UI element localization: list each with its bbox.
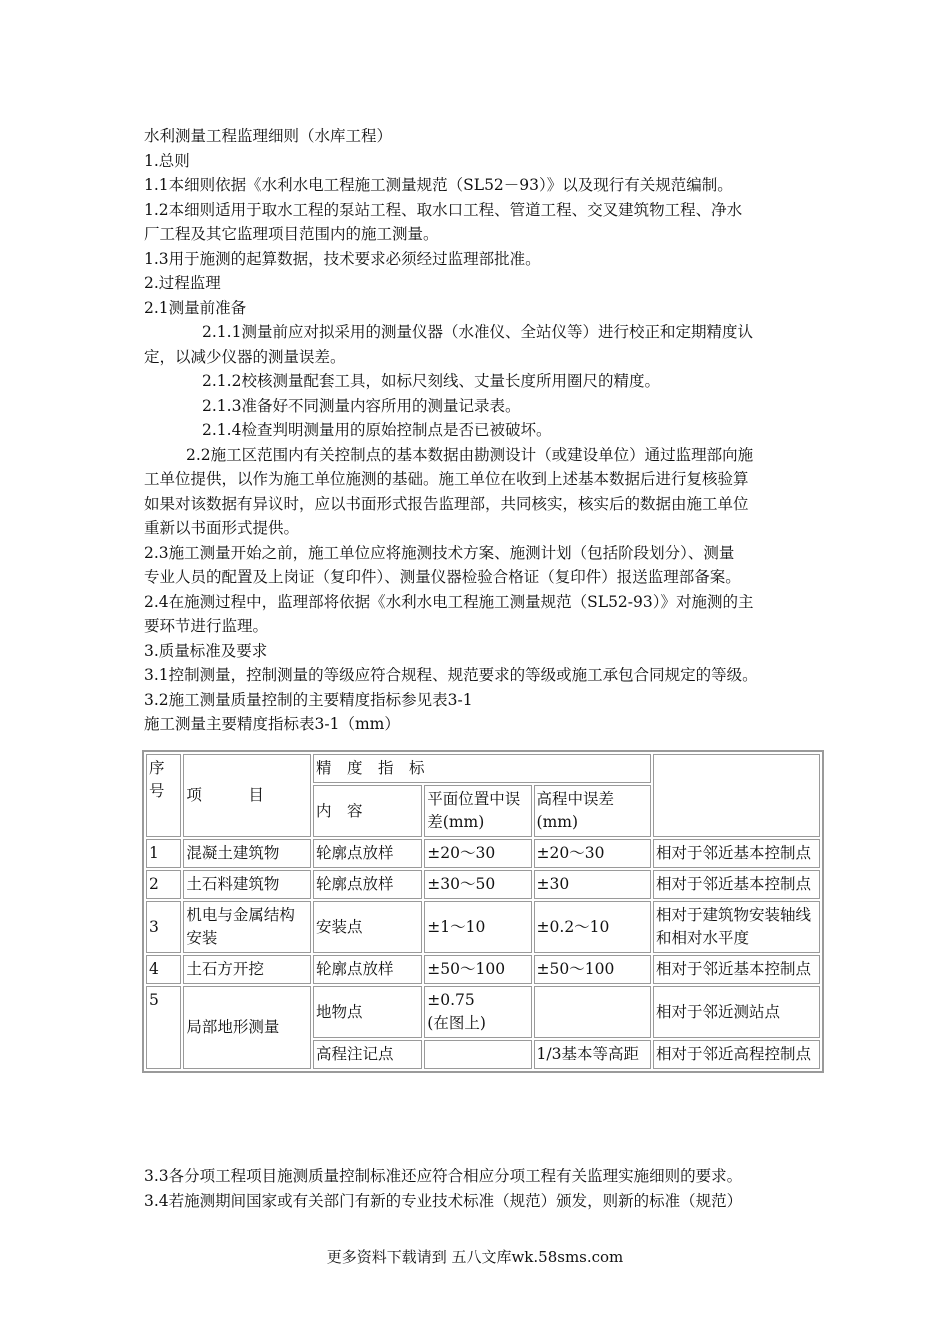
cell-no: 4 <box>146 955 181 984</box>
header-item: 项 目 <box>183 754 311 837</box>
para-2-1: 2.1测量前准备 <box>144 298 247 317</box>
para-1-2a: 1.2本细则适用于取水工程的泵站工程、取水口工程、管道工程、交叉建筑物工程、净水 <box>144 200 743 219</box>
header-precision: 精 度 指 标 <box>313 754 651 783</box>
cell-no: 3 <box>146 901 181 953</box>
para-3-3: 3.3各分项工程项目施测质量控制标准还应符合相应分项工程有关监理实施细则的要求。 <box>144 1167 743 1185</box>
para-2-3a: 2.3施工测量开始之前，施工单位应将施测技术方案、施测计划（包括阶段划分）、测量 <box>144 543 735 562</box>
para-1-2b: 厂工程及其它监理项目范围内的施工测量。 <box>144 225 439 243</box>
cell-note: 相对于邻近基本控制点 <box>653 839 820 868</box>
para-2-2a: 2.2施工区范围内有关控制点的基本数据由勘测设计（或建设单位）通过监理部向施 <box>186 445 754 464</box>
document-body-after-table <box>144 1164 824 1213</box>
para-3-4: 3.4若施测期间国家或有关部门有新的专业技术标准（规范）颁发，则新的标准（规范） <box>144 1191 743 1210</box>
cell-plane-note: (在图上) <box>427 1014 486 1032</box>
cell-note: 相对于邻近基本控制点 <box>653 870 820 899</box>
cell-elev: ±20～30 <box>534 839 651 868</box>
cell-plane: ±1～10 <box>424 901 531 953</box>
cell-plane-value: ±0.75 <box>427 991 475 1009</box>
cell-elev: 1/3基本等高距 <box>534 1040 651 1069</box>
header-seq: 序号 <box>146 754 181 837</box>
cell-note: 相对于邻近测站点 <box>653 986 820 1038</box>
para-2-1-1b: 定，以减少仪器的测量误差。 <box>144 347 346 366</box>
table-caption: 施工测量主要精度指标表3-1（mm） <box>144 715 400 733</box>
cell-plane <box>424 1040 531 1069</box>
para-3-2: 3.2施工测量质量控制的主要精度指标参见表3-1 <box>144 690 473 709</box>
header-plane-error: 平面位置中误差(mm) <box>424 785 531 837</box>
section-2: 2.过程监理 <box>144 274 221 292</box>
cell-note: 相对于建筑物安装轴线和相对水平度 <box>653 901 820 953</box>
para-3-1: 3.1控制测量，控制测量的等级应符合规程、规范要求的等级或施工承包合同规定的等级。 <box>144 666 758 684</box>
document-body <box>144 124 824 737</box>
cell-content: 轮廓点放样 <box>313 839 422 868</box>
para-2-4b: 要环节进行监理。 <box>144 617 269 635</box>
cell-item: 机电与金属结构安装 <box>183 901 311 953</box>
cell-note: 相对于邻近基本控制点 <box>653 955 820 984</box>
para-2-1-3: 2.1.3准备好不同测量内容所用的测量记录表。 <box>202 396 521 415</box>
cell-item: 土石料建筑物 <box>183 870 311 899</box>
para-2-2b: 工单位提供，以作为施工单位施测的基础。施工单位在收到上述基本数据后进行复核验算 <box>144 470 749 488</box>
cell-no: 5 <box>146 986 181 1069</box>
cell-content: 安装点 <box>313 901 422 953</box>
cell-content: 地物点 <box>313 986 422 1038</box>
cell-plane: ±50～100 <box>424 955 531 984</box>
header-note <box>653 754 820 837</box>
section-3: 3.质量标准及要求 <box>144 641 268 660</box>
cell-elev: ±30 <box>534 870 651 899</box>
cell-no: 2 <box>146 870 181 899</box>
cell-content: 高程注记点 <box>313 1040 422 1069</box>
cell-item: 混凝土建筑物 <box>183 839 311 868</box>
header-content: 内 容 <box>313 785 422 837</box>
cell-plane <box>424 986 531 1038</box>
para-1-1: 1.1本细则依据《水利水电工程施工测量规范（SL52－93）》以及现行有关规范编制。 <box>144 176 733 194</box>
cell-item: 局部地形测量 <box>183 986 311 1069</box>
table-header-row <box>146 754 820 783</box>
table-row <box>146 839 820 868</box>
cell-content: 轮廓点放样 <box>313 955 422 984</box>
cell-plane: ±30～50 <box>424 870 531 899</box>
cell-note: 相对于邻近高程控制点 <box>653 1040 820 1069</box>
cell-elev <box>534 986 651 1038</box>
cell-no: 1 <box>146 839 181 868</box>
table-row <box>146 955 820 984</box>
para-2-2c: 如果对该数据有异议时，应以书面形式报告监理部，共同核实，核实后的数据由施工单位 <box>144 494 749 513</box>
cell-elev: ±50～100 <box>534 955 651 984</box>
header-elev-error: 高程中误差(mm) <box>534 785 651 837</box>
para-2-1-4: 2.1.4检查判明测量用的原始控制点是否已被破坏。 <box>202 421 552 439</box>
table-row <box>146 901 820 953</box>
para-1-3: 1.3用于施测的起算数据，技术要求必须经过监理部批准。 <box>144 249 541 268</box>
para-2-1-1a: 2.1.1测量前应对拟采用的测量仪器（水准仪、全站仪等）进行校正和定期精度认 <box>202 323 753 341</box>
cell-content: 轮廓点放样 <box>313 870 422 899</box>
doc-title: 水利测量工程监理细则（水库工程） <box>144 127 393 145</box>
para-2-3b: 专业人员的配置及上岗证（复印件）、测量仪器检验合格证（复印件）报送监理部备案。 <box>144 568 741 586</box>
para-2-1-2: 2.1.2校核测量配套工具，如标尺刻线、丈量长度所用圈尺的精度。 <box>202 372 660 390</box>
cell-elev: ±0.2～10 <box>534 901 651 953</box>
cell-plane: ±20～30 <box>424 839 531 868</box>
para-2-2d: 重新以书面形式提供。 <box>144 519 300 537</box>
cell-item: 土石方开挖 <box>183 955 311 984</box>
footer-download-note: 更多资料下载请到 五八文库wk.58sms.com <box>326 1248 624 1266</box>
table-row <box>146 986 820 1038</box>
section-1: 1.总则 <box>144 151 190 170</box>
table-row <box>146 870 820 899</box>
para-2-4a: 2.4在施测过程中，监理部将依据《水利水电工程施工测量规范（SL52-93）》对施测的主 <box>144 592 754 611</box>
precision-table <box>142 750 824 1073</box>
